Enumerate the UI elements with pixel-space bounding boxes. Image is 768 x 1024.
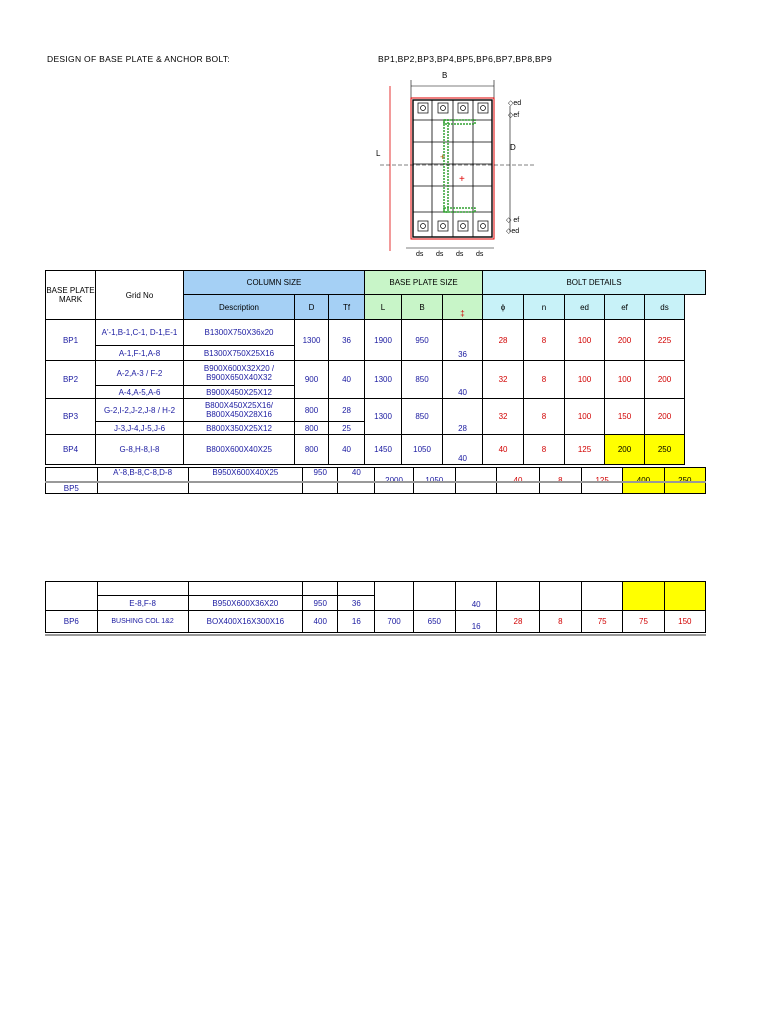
d-cell: 800 <box>295 399 329 422</box>
label-ds-3: ds <box>456 251 464 258</box>
mark-cell: BP2 <box>46 361 96 399</box>
mark-cell: BP4 <box>46 435 96 465</box>
ed-cell: 100 <box>565 320 605 361</box>
n-cell-cut <box>539 582 581 611</box>
l-cell: 700 <box>375 611 413 633</box>
header-phi: ϕ <box>483 295 524 320</box>
tf-cell-cut <box>338 582 375 596</box>
phi-cell: 28 <box>483 320 524 361</box>
table-row <box>46 361 706 386</box>
label-L: L <box>376 149 381 158</box>
grid-cell: A-4,A-5,A-6 <box>96 386 184 399</box>
n-cell: 8 <box>524 361 565 399</box>
center-mark: + <box>459 174 465 185</box>
phi-cell: 32 <box>483 361 524 399</box>
grid-cell: J-3,J-4,J-5,J-6 <box>96 422 184 435</box>
table-row <box>46 435 706 465</box>
table-row <box>46 611 706 633</box>
ef-cell: 150 <box>605 399 645 435</box>
d-cell: 800 <box>295 435 329 465</box>
grid-cell: E-8,F-8 <box>97 596 188 611</box>
bp5-row-top <box>45 467 707 493</box>
tf-cell: 16 <box>338 611 375 633</box>
t-cell: 36 <box>443 320 483 361</box>
header-ds: ds <box>645 295 685 320</box>
l-cell: 1300 <box>365 361 402 399</box>
mark-cell-cut <box>46 582 98 611</box>
l-cell-cut <box>375 582 413 611</box>
header-B: B <box>402 295 443 320</box>
ds-cell: 200 <box>645 399 685 435</box>
mark-cell: BP6 <box>46 611 98 633</box>
centroid-mark: + <box>440 152 446 162</box>
ds-cell: 250 <box>645 435 685 465</box>
ds-cell: 225 <box>645 320 685 361</box>
header-mark: BASE PLATE MARK <box>46 271 96 320</box>
page-break-edge <box>45 481 706 483</box>
label-ds-4: ds <box>476 251 484 258</box>
description-cell: B950X600X36X20 <box>188 596 303 611</box>
description-cell: B800X600X40X25 <box>184 435 295 465</box>
table-row <box>46 582 706 596</box>
grid-cell: A'-8,B-8,C-8,D-8 <box>97 468 188 494</box>
b-cell: 850 <box>402 399 443 435</box>
header-grid: Grid No <box>96 271 184 320</box>
d-cell: 900 <box>295 361 329 399</box>
mark-cell: BP1 <box>46 320 96 361</box>
b-cell: 950 <box>402 320 443 361</box>
grid-cell: G-2,I-2,J-2,J-8 / H-2 <box>96 399 184 422</box>
tf-cell: 40 <box>329 361 365 399</box>
grid-cell: A-2,A-3 / F-2 <box>96 361 184 386</box>
b-cell-cut <box>413 582 455 611</box>
grid-cell-cut <box>97 582 188 596</box>
description-cell: B900X600X32X20 / B900X650X40X32 <box>184 361 295 386</box>
grid-cell: BUSHING COL 1&2 <box>97 611 188 633</box>
ds-cell: 150 <box>664 611 705 633</box>
base-plate-diagram <box>360 66 560 261</box>
n-cell: 8 <box>524 320 565 361</box>
column-web <box>444 120 448 212</box>
header-D: D <box>295 295 329 320</box>
d-cell: 1300 <box>295 320 329 361</box>
d-cell-cut <box>303 582 338 596</box>
label-ef-bottom: ◇ ef <box>506 217 520 224</box>
label-ef-top: ◇ef <box>508 112 520 119</box>
table-bottom-edge <box>45 634 706 636</box>
description-cell: BOX400X16X300X16 <box>188 611 303 633</box>
table-row <box>46 320 706 346</box>
tf-cell: 28 <box>329 399 365 422</box>
ed-cell-cut <box>582 582 623 611</box>
ef-cell: 200 <box>605 435 645 465</box>
grid-cell: G-8,H-8,I-8 <box>96 435 184 465</box>
base-plate-references: BP1,BP2,BP3,BP4,BP5,BP6,BP7,BP8,BP9 <box>378 54 552 64</box>
label-ds-2: ds <box>436 251 444 258</box>
tf-cell: 40 <box>338 468 375 494</box>
grid-cell: A-1,F-1,A-8 <box>96 346 184 361</box>
header-bolt-details: BOLT DETAILS <box>483 271 706 295</box>
ef-cell: 200 <box>605 320 645 361</box>
b-cell: 650 <box>413 611 455 633</box>
plate-inner <box>413 100 492 237</box>
grid-cell: A'-1,B-1,C-1, D-1,E-1 <box>96 320 184 346</box>
label-ed-bottom: ◇ed <box>506 228 520 235</box>
header-column-size: COLUMN SIZE <box>184 271 365 295</box>
description-cell: B800X350X25X12 <box>184 422 295 435</box>
description-cell-cut <box>188 582 303 596</box>
description-cell: B950X600X40X25 <box>188 468 303 494</box>
description-cell: B1300X750X25X16 <box>184 346 295 361</box>
label-D: D <box>510 143 516 152</box>
ef-cell: 100 <box>605 361 645 399</box>
table-row <box>46 399 706 422</box>
d-cell: 950 <box>303 468 338 494</box>
ed-cell: 125 <box>565 435 605 465</box>
t-cell: 28 <box>443 399 483 435</box>
header-description: Description <box>184 295 295 320</box>
plate-outline <box>411 98 494 239</box>
label-B: B <box>442 71 448 80</box>
n-cell: 8 <box>524 399 565 435</box>
header-Tf: Tf <box>329 295 365 320</box>
description-cell: B900X450X25X12 <box>184 386 295 399</box>
tf-cell: 25 <box>329 422 365 435</box>
ef-cell-cut <box>623 582 664 611</box>
header-thickness: ‡ <box>443 295 483 320</box>
header-ed: ed <box>565 295 605 320</box>
tf-cell: 40 <box>329 435 365 465</box>
label-ed-top: ◇ed <box>508 100 522 107</box>
mark-cell: BP3 <box>46 399 96 435</box>
ed-cell: 75 <box>582 611 623 633</box>
t-cell: 40 <box>443 361 483 399</box>
n-cell: 8 <box>524 435 565 465</box>
label-ds-1: ds <box>416 251 424 258</box>
mark-cell: BP5 <box>46 468 98 494</box>
phi-cell: 32 <box>483 399 524 435</box>
description-cell: B1300X750X36x20 <box>184 320 295 346</box>
plate-grid <box>413 100 492 237</box>
b-cell: 1050 <box>402 435 443 465</box>
l-cell: 1900 <box>365 320 402 361</box>
phi-cell: 28 <box>497 611 539 633</box>
d-cell: 400 <box>303 611 338 633</box>
ed-cell: 100 <box>565 399 605 435</box>
header-L: L <box>365 295 402 320</box>
ds-cell-cut <box>664 582 705 611</box>
t-cell: 40 <box>443 435 483 465</box>
n-cell: 8 <box>539 611 581 633</box>
phi-cell: 40 <box>483 435 524 465</box>
ds-cell: 200 <box>645 361 685 399</box>
d-cell: 950 <box>303 596 338 611</box>
ef-cell: 75 <box>623 611 664 633</box>
header-n: n <box>524 295 565 320</box>
tf-cell: 36 <box>338 596 375 611</box>
l-cell: 1300 <box>365 399 402 435</box>
l-cell: 1450 <box>365 435 402 465</box>
page-title: DESIGN OF BASE PLATE & ANCHOR BOLT: <box>47 54 231 64</box>
t-cell: 16 <box>456 611 497 633</box>
phi-cell-cut <box>497 582 539 611</box>
table-continuation <box>45 591 707 637</box>
base-plate-table <box>45 270 706 465</box>
header-base-plate-size: BASE PLATE SIZE <box>365 271 483 295</box>
d-cell: 800 <box>295 422 329 435</box>
b-cell: 850 <box>402 361 443 399</box>
tf-cell: 36 <box>329 320 365 361</box>
ed-cell: 100 <box>565 361 605 399</box>
description-cell: B800X450X25X16/ B800X450X28X16 <box>184 399 295 422</box>
t-cell: 40 <box>456 582 497 611</box>
header-ef: ef <box>605 295 645 320</box>
